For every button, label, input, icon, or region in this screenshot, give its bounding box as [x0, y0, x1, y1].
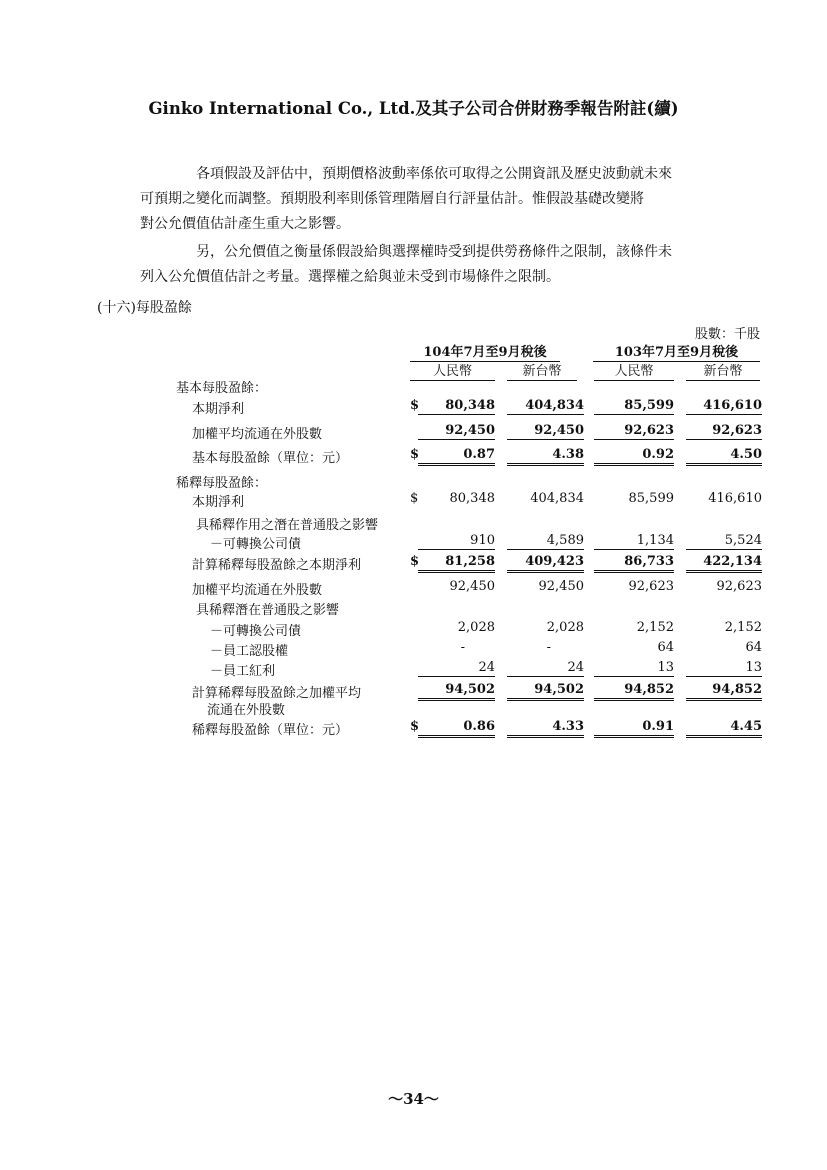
- cell-value: 92,623: [628, 579, 674, 594]
- row-label-continuation: 流通在外股數: [207, 703, 286, 718]
- group-header-104: 104年7月至9月稅後: [410, 341, 560, 362]
- row-label: 基本每股盈餘（單位：元）: [192, 451, 349, 466]
- row-label: 計算稀釋每股盈餘之加權平均: [192, 686, 362, 701]
- table-row: [0, 491, 827, 511]
- cell-value: -: [460, 640, 465, 655]
- cell-value: 92,450: [449, 579, 495, 594]
- table-row: [0, 423, 827, 443]
- section-title: (十六)每股盈餘: [97, 300, 192, 316]
- row-label: 基本每股盈餘：: [176, 381, 268, 396]
- paragraph-line: 列入公允價值估計之考量。選擇權之給與並未受到市場條件之限制。: [140, 269, 560, 285]
- cell-value: 92,623: [594, 423, 674, 440]
- cell-value: 2,152: [636, 620, 674, 635]
- paragraph-line: 另，公允價值之衡量係假設給與選擇權時受到提供勞務條件之限制，該條件未: [196, 244, 672, 260]
- table-row: [0, 620, 827, 640]
- cell-value: 92,623: [686, 423, 762, 440]
- table-row: [0, 682, 827, 718]
- cell-value: 4.45: [686, 719, 762, 738]
- cell-value: 94,502: [418, 682, 495, 701]
- cell-value: 0.86: [418, 719, 495, 738]
- row-label: 稀釋每股盈餘（單位：元）: [192, 723, 349, 738]
- cell-value: -: [546, 640, 551, 655]
- cell-value: 0.87: [418, 447, 495, 466]
- table-row: [0, 377, 827, 397]
- row-label: 加權平均流通在外股數: [192, 583, 323, 598]
- paragraph-line: 各項假設及評估中，預期價格波動率係依可取得之公開資訊及歷史波動就未來: [196, 166, 672, 182]
- group-header-103: 103年7月至9月稅後: [593, 341, 760, 362]
- table-row: [0, 660, 827, 680]
- cell-value: 416,610: [708, 491, 762, 506]
- cell-value: 404,834: [530, 491, 584, 506]
- column-header: 新台幣: [686, 360, 760, 381]
- row-label: 具稀釋作用之潛在普通股之影響: [196, 518, 379, 533]
- table-row: [0, 533, 827, 553]
- paragraph-line: 對公允價值估計產生重大之影響。: [140, 216, 350, 232]
- cell-value: 2,152: [724, 620, 762, 635]
- row-label: －可轉換公司債: [210, 537, 302, 552]
- cell-value: 80,348: [449, 491, 495, 506]
- row-label: 稀釋每股盈餘：: [176, 476, 268, 491]
- cell-value: 0.91: [594, 719, 674, 738]
- cell-value: 24: [507, 660, 584, 677]
- table-row: [0, 719, 827, 739]
- cell-value: 86,733: [594, 554, 674, 573]
- column-header: 人民幣: [410, 360, 495, 381]
- cell-value: 4.33: [507, 719, 584, 738]
- cell-value: 2,028: [457, 620, 495, 635]
- table-row: [0, 640, 827, 660]
- table-row: [0, 579, 827, 599]
- row-label: 具稀釋潛在普通股之影響: [196, 603, 340, 618]
- column-header: 新台幣: [507, 360, 577, 381]
- table-row: [0, 514, 827, 534]
- cell-value: 4,589: [507, 533, 584, 550]
- page-title: Ginko International Co., Ltd.及其子公司合併財務季報告附註(續): [148, 99, 679, 118]
- cell-value: 409,423: [507, 554, 584, 573]
- cell-value: 2,028: [546, 620, 584, 635]
- cell-value: 81,258: [418, 554, 495, 573]
- table-row: [0, 447, 827, 467]
- cell-value: 92,450: [538, 579, 584, 594]
- cell-value: 416,610: [686, 398, 762, 415]
- paragraph-line: 可預期之變化而調整。預期股利率則係管理階層自行評量估計。惟假設基礎改變將: [140, 191, 644, 207]
- dollar-sign: $: [410, 719, 420, 734]
- cell-value: 24: [418, 660, 495, 677]
- cell-value: 92,450: [418, 423, 495, 440]
- table-row: [0, 472, 827, 492]
- dollar-sign: $: [410, 447, 420, 462]
- cell-value: 13: [686, 660, 762, 677]
- cell-value: 85,599: [594, 398, 674, 415]
- cell-value: 92,450: [507, 423, 584, 440]
- row-label: 本期淨利: [192, 402, 245, 417]
- cell-value: 92,623: [716, 579, 762, 594]
- paragraph-assumptions: [140, 162, 762, 237]
- page-number: ～34～: [388, 1090, 439, 1108]
- cell-value: 4.50: [686, 447, 762, 466]
- row-label: －可轉換公司債: [210, 624, 302, 639]
- row-label: －員工紅利: [210, 664, 276, 679]
- row-label: 加權平均流通在外股數: [192, 427, 323, 442]
- table-row: [0, 554, 827, 574]
- cell-value: 404,834: [507, 398, 584, 415]
- column-header: 人民幣: [594, 360, 674, 381]
- cell-value: 94,502: [507, 682, 584, 701]
- cell-value: 5,524: [686, 533, 762, 550]
- cell-value: 85,599: [628, 491, 674, 506]
- cell-value: 80,348: [418, 398, 495, 415]
- row-label: 計算稀釋每股盈餘之本期淨利: [192, 558, 362, 573]
- table-row: [0, 599, 827, 619]
- paragraph-fair-value: [140, 240, 762, 290]
- table-row: [0, 398, 827, 418]
- dollar-sign: $: [410, 554, 420, 569]
- cell-value: 4.38: [507, 447, 584, 466]
- cell-value: 910: [418, 533, 495, 550]
- cell-value: 94,852: [686, 682, 762, 701]
- cell-value: 94,852: [594, 682, 674, 701]
- row-label: －員工認股權: [210, 644, 289, 659]
- cell-value: 422,134: [686, 554, 762, 573]
- row-label: 本期淨利: [192, 495, 245, 510]
- cell-value: 13: [594, 660, 674, 677]
- table-unit-note: 股數：千股: [694, 327, 760, 342]
- cell-value: 64: [745, 640, 762, 655]
- cell-value: 64: [657, 640, 674, 655]
- dollar-sign: $: [410, 491, 419, 506]
- cell-value: 1,134: [594, 533, 674, 550]
- dollar-sign: $: [410, 398, 420, 413]
- cell-value: 0.92: [594, 447, 674, 466]
